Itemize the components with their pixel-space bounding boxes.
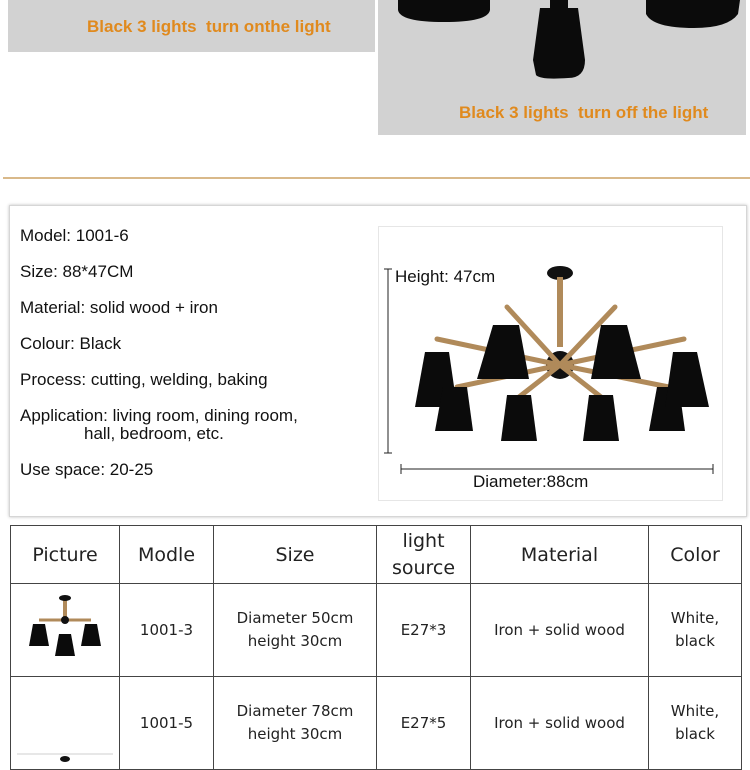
row-color-2: black bbox=[675, 725, 715, 743]
spec-colour: Colour: Black bbox=[20, 334, 122, 353]
row-size-height: height 30cm bbox=[247, 725, 343, 743]
row-model: 1001-3 bbox=[120, 584, 214, 677]
row-picture bbox=[11, 584, 120, 677]
spec-process: Process: cutting, welding, baking bbox=[20, 370, 268, 389]
row-model: 1001-5 bbox=[120, 677, 214, 770]
row-size bbox=[214, 677, 377, 770]
row-size-diameter: Diameter 78cm bbox=[236, 702, 354, 720]
row-size bbox=[214, 584, 377, 677]
row-color-1: White, bbox=[670, 609, 720, 627]
product-thumbnail-1001-3 bbox=[25, 594, 105, 660]
photo-panel-lights-off bbox=[378, 0, 746, 135]
header-light-source-line2: source bbox=[391, 556, 456, 579]
header-size: Size bbox=[214, 526, 377, 584]
row-color-2: black bbox=[675, 632, 715, 650]
row-light: E27*3 bbox=[377, 584, 471, 677]
header-material: Material bbox=[471, 526, 649, 584]
spec-material: Material: solid wood + iron bbox=[20, 298, 218, 317]
caption-lights-on: Black 3 lights turn onthe light bbox=[87, 17, 331, 36]
section-divider bbox=[3, 177, 750, 179]
header-light-source-line1: light bbox=[402, 529, 445, 552]
product-thumbnail-1001-5 bbox=[17, 750, 113, 762]
row-color-1: White, bbox=[670, 702, 720, 720]
spec-application: Application: living room, dining room, bbox=[20, 406, 298, 425]
spec-size: Size: 88*47CM bbox=[20, 262, 134, 281]
row-size-height: height 30cm bbox=[247, 632, 343, 650]
row-picture bbox=[11, 677, 120, 770]
table-row bbox=[11, 584, 742, 677]
header-model: Modle bbox=[120, 526, 214, 584]
spec-use-space: Use space: 20-25 bbox=[20, 460, 154, 479]
header-picture: Picture bbox=[11, 526, 120, 584]
row-material: Iron + solid wood bbox=[471, 677, 649, 770]
height-label: Height: 47cm bbox=[395, 267, 496, 286]
table-row bbox=[11, 677, 742, 770]
header-color: Color bbox=[649, 526, 742, 584]
row-material: Iron + solid wood bbox=[471, 584, 649, 677]
spec-box bbox=[9, 205, 747, 517]
product-table bbox=[10, 525, 742, 770]
spec-application-cont: hall, bedroom, etc. bbox=[84, 424, 224, 443]
row-size-diameter: Diameter 50cm bbox=[236, 609, 354, 627]
row-light: E27*5 bbox=[377, 677, 471, 770]
row-color bbox=[649, 677, 742, 770]
table-header-row bbox=[11, 526, 742, 584]
row-color bbox=[649, 584, 742, 677]
photo-panel-lights-on bbox=[8, 0, 375, 52]
chandelier-photo bbox=[378, 226, 723, 501]
caption-lights-off: Black 3 lights turn off the light bbox=[459, 103, 709, 122]
diameter-label: Diameter:88cm bbox=[473, 472, 589, 491]
spec-model: Model: 1001-6 bbox=[20, 226, 129, 245]
header-light-source bbox=[377, 526, 471, 584]
